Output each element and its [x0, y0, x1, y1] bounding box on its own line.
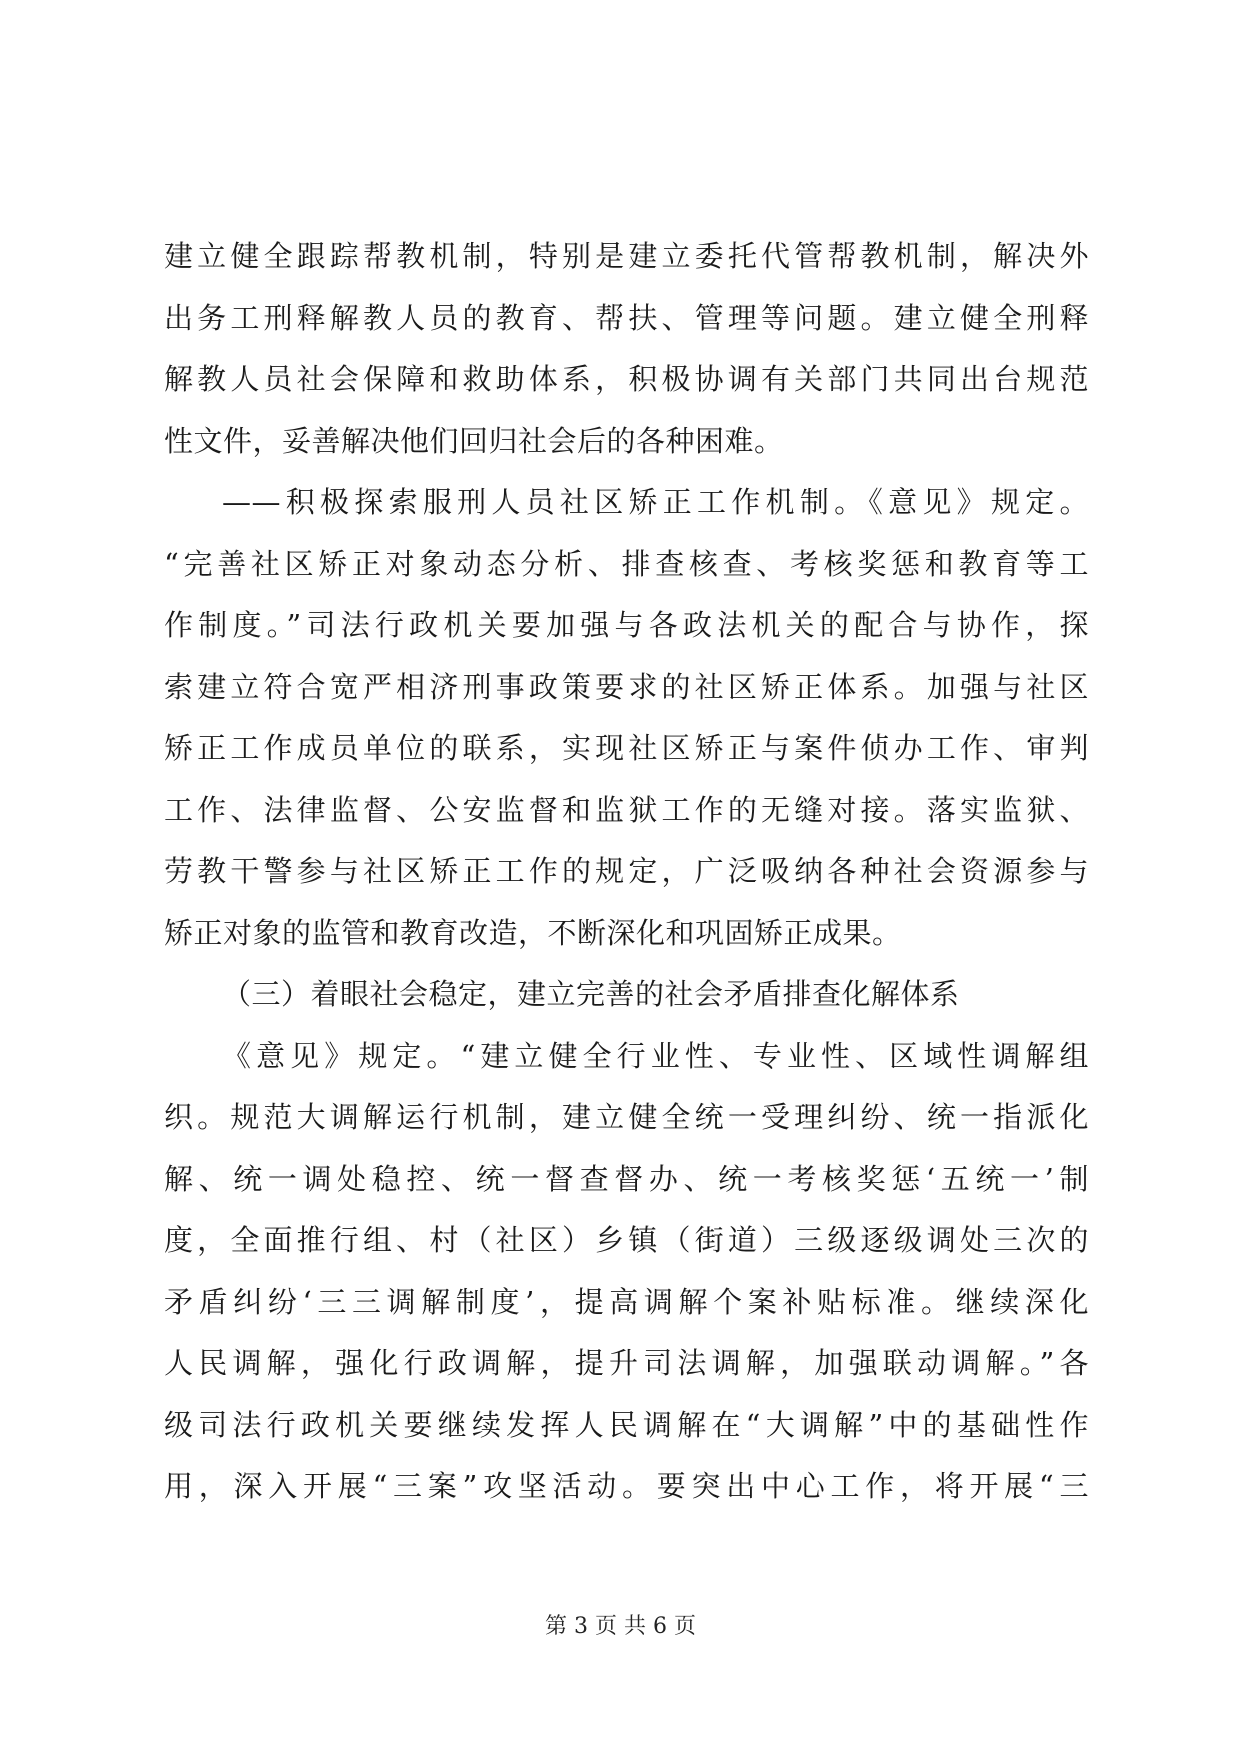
- text-line: 《意见》规定。“建立健全行业性、专业性、区域性调解组: [222, 1038, 1089, 1073]
- text-line: 索建立符合宽严相济刑事政策要求的社区矫正体系。加强与社区: [164, 669, 1089, 704]
- page-footer: 第 3 页 共 6 页: [545, 1614, 696, 1639]
- text-line: 用，深入开展“三案”攻坚活动。要突出中心工作，将开展“三: [164, 1469, 1089, 1503]
- document-body: [164, 226, 1089, 1518]
- text-line: 建立健全跟踪帮教机制，特别是建立委托代管帮教机制，解决外: [164, 239, 1089, 273]
- text-line: 人民调解，强化行政调解，提升司法调解，加强联动调解。”各: [164, 1346, 1089, 1380]
- text-line: 解教人员社会保障和救助体系，积极协调有关部门共同出台规范: [164, 362, 1089, 396]
- text-line: 性文件，妥善解决他们回归社会后的各种困难。: [164, 423, 784, 458]
- text-line: 级司法行政机关要继续发挥人民调解在“大调解”中的基础性作: [164, 1407, 1089, 1442]
- text-line: 矫正工作成员单位的联系，实现社区矫正与案件侦办工作、审判: [164, 731, 1089, 765]
- text-line: 解、统一调处稳控、统一督查督办、统一考核奖惩‘五统一’制: [164, 1161, 1089, 1196]
- text-line: 劳教干警参与社区矫正工作的规定，广泛吸纳各种社会资源参与: [164, 854, 1089, 888]
- text-line: 矛盾纠纷‘三三调解制度’，提高调解个案补贴标准。继续深化: [164, 1284, 1089, 1319]
- text-line: 工作、法律监督、公安监督和监狱工作的无缝对接。落实监狱、: [164, 792, 1089, 827]
- text-line: 织。规范大调解运行机制，建立健全统一受理纠纷、统一指派化: [164, 1100, 1089, 1134]
- text-line: 出务工刑释解教人员的教育、帮扶、管理等问题。建立健全刑释: [164, 300, 1089, 335]
- text-line: 度，全面推行组、村（社区）乡镇（街道）三级逐级调处三次的: [164, 1223, 1089, 1257]
- text-line: ——积极探索服刑人员社区矫正工作机制。《意见》规定。: [222, 485, 1089, 519]
- text-line: 作制度。”司法行政机关要加强与各政法机关的配合与协作，探: [164, 608, 1089, 642]
- text-line: （三）着眼社会稳定，建立完善的社会矛盾排查化解体系: [222, 977, 960, 1011]
- text-line: 矫正对象的监管和教育改造，不断深化和巩固矫正成果。: [164, 915, 902, 950]
- text-line: “完善社区矫正对象动态分析、排查核查、考核奖惩和教育等工: [164, 546, 1089, 581]
